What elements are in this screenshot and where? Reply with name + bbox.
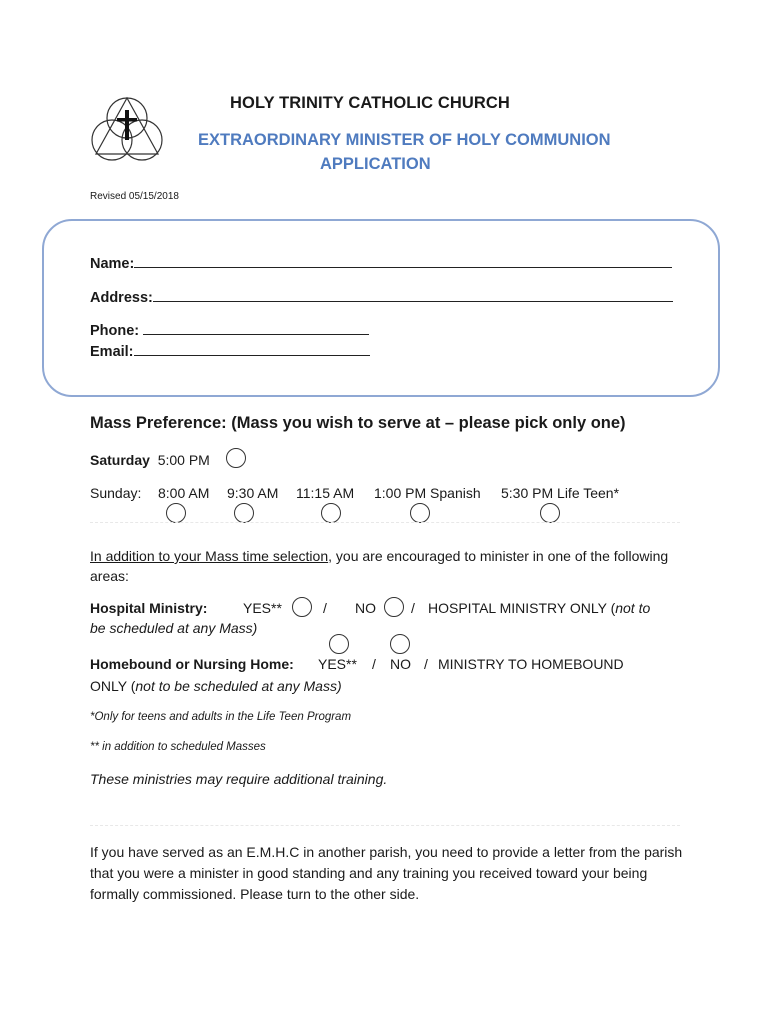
hospital-no-radio[interactable] xyxy=(384,597,404,617)
phone-label: Phone: xyxy=(90,323,140,339)
homebound-only-note: ONLY (not to be scheduled at any Mass) xyxy=(90,678,342,694)
name-line[interactable] xyxy=(134,255,672,268)
divider-2 xyxy=(90,825,680,826)
hospital-ministry-label: Hospital Ministry: xyxy=(90,600,208,616)
mass-preference-title: Mass Preference: (Mass you wish to serve at – please pick only one) xyxy=(90,414,626,432)
homebound-slash: / xyxy=(372,656,376,672)
hospital-yes-radio[interactable] xyxy=(292,597,312,617)
name-field[interactable] xyxy=(90,255,672,272)
sunday-time-530-lifeteen: 5:30 PM Life Teen* xyxy=(501,485,620,501)
homebound-label: Homebound or Nursing Home: xyxy=(90,656,294,672)
sunday-time-100-spanish: 1:00 PM Spanish xyxy=(374,485,481,501)
sunday-800-radio[interactable] xyxy=(166,503,186,523)
contact-info-box xyxy=(42,219,720,397)
training-note: These ministries may require additional training. xyxy=(90,771,388,787)
church-name: HOLY TRINITY CATHOLIC CHURCH xyxy=(230,94,510,112)
homebound-no-radio[interactable] xyxy=(390,634,410,654)
homebound-slash-2: / xyxy=(424,656,428,672)
homebound-only-label: MINISTRY TO HOMEBOUND xyxy=(438,656,624,672)
hospital-no-label: NO xyxy=(355,600,376,616)
saturday-time: 5:00 PM xyxy=(157,452,210,468)
saturday-row xyxy=(90,452,210,468)
email-field[interactable] xyxy=(90,343,370,360)
trinity-cross-icon xyxy=(90,94,164,162)
address-label: Address: xyxy=(90,290,153,306)
hospital-only-label: HOSPITAL MINISTRY ONLY (not to xyxy=(428,600,651,616)
lifeteen-note: *Only for teens and adults in the Life Teen Program xyxy=(90,711,352,723)
hospital-yes-label: YES** xyxy=(243,600,282,616)
ministry-intro-underlined: In addition to your Mass time selection xyxy=(90,548,329,564)
phone-line[interactable] xyxy=(143,322,369,335)
revised-date: Revised 05/15/2018 xyxy=(90,191,179,202)
name-label: Name: xyxy=(90,256,135,272)
address-line[interactable] xyxy=(153,289,673,302)
hospital-only-note: be scheduled at any Mass) xyxy=(90,620,258,636)
sunday-100-radio[interactable] xyxy=(410,503,430,523)
sunday-label: Sunday: xyxy=(90,485,142,501)
email-line[interactable] xyxy=(134,343,370,356)
homebound-yes-label: YES** xyxy=(318,656,357,672)
scheduled-note: ** in addition to scheduled Masses xyxy=(90,741,266,753)
phone-field[interactable] xyxy=(90,322,369,339)
ministry-intro-rest: , you are encouraged to minister in one of the following areas: xyxy=(90,548,669,584)
sunday-1115-radio[interactable] xyxy=(321,503,341,523)
form-title-line2: APPLICATION xyxy=(320,155,431,173)
address-field[interactable] xyxy=(90,289,673,306)
ministry-intro xyxy=(90,546,690,586)
sunday-930-radio[interactable] xyxy=(234,503,254,523)
transfer-instructions: If you have served as an E.M.H.C in another parish, you need to provide a letter from the parish that you were a minister in good standing and any training you received toward your being formally commissioned. Please turn to the other side. xyxy=(90,844,683,902)
form-title: EXTRAORDINARY MINISTER OF HOLY COMMUNION xyxy=(198,131,611,149)
saturday-5pm-radio[interactable] xyxy=(226,448,246,468)
homebound-no-label: NO xyxy=(390,656,411,672)
sunday-530-radio[interactable] xyxy=(540,503,560,523)
saturday-label: Saturday xyxy=(90,452,150,468)
email-label: Email: xyxy=(90,344,134,360)
homebound-yes-radio[interactable] xyxy=(329,634,349,654)
sunday-time-930: 9:30 AM xyxy=(227,485,279,501)
hospital-slash-2: / xyxy=(411,600,415,616)
hospital-slash: / xyxy=(323,600,327,616)
sunday-time-800: 8:00 AM xyxy=(158,485,210,501)
sunday-time-1115: 11:15 AM xyxy=(296,485,355,501)
divider xyxy=(90,522,680,523)
